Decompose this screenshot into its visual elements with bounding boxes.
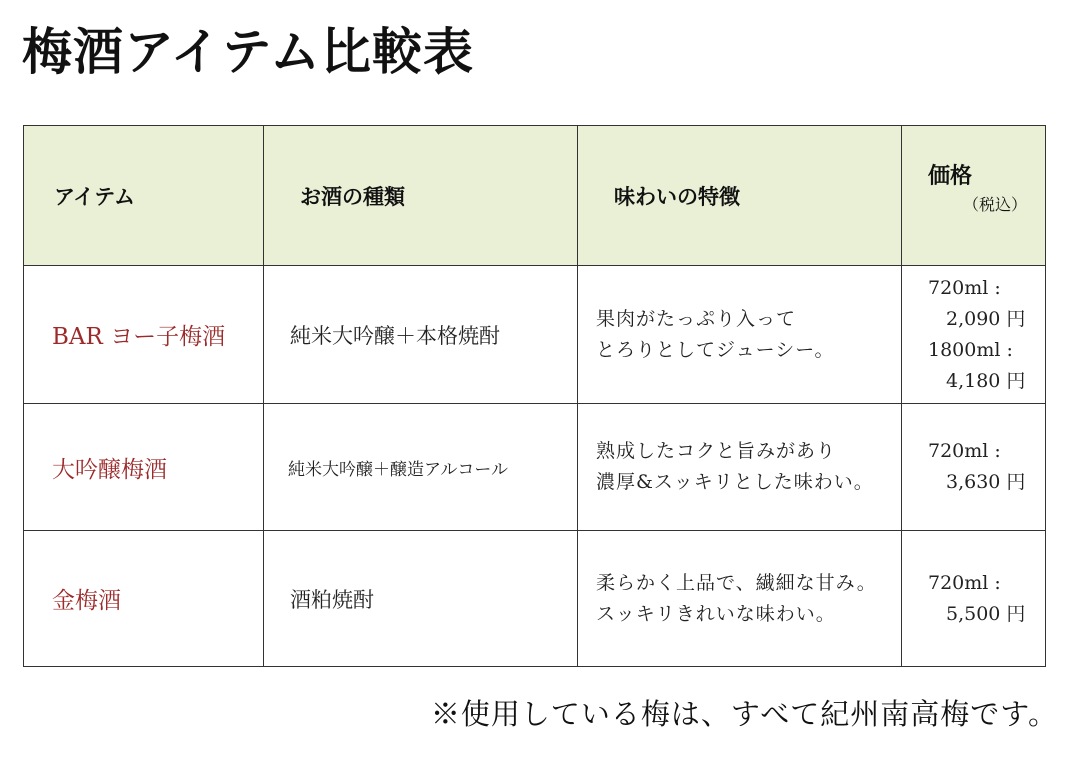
- header-price: [902, 126, 1046, 266]
- price-cell: [902, 404, 1046, 531]
- item-name: BAR ヨー子梅酒: [24, 266, 264, 404]
- price-amount: 4,180 円: [946, 369, 1026, 392]
- item-name: 金梅酒: [24, 531, 264, 667]
- page-title: 梅酒アイテム比較表: [22, 22, 474, 81]
- item-name: 大吟醸梅酒: [24, 404, 264, 531]
- taste-description: [578, 404, 902, 531]
- price-amount: 2,090 円: [946, 307, 1026, 330]
- price-amount: 3,630 円: [946, 471, 1026, 493]
- taste-line: 柔らかく上品で、繊細な甘み。: [596, 571, 877, 594]
- taste-line: 果肉がたっぷり入って: [596, 307, 797, 330]
- footnote: ※使用している梅は、すべて紀州南高梅です。: [430, 697, 1058, 731]
- header-taste: 味わいの特徴: [578, 126, 902, 266]
- comparison-table: [23, 125, 1046, 667]
- header-type: お酒の種類: [264, 126, 578, 266]
- price-volume: 720ml :: [928, 571, 1001, 594]
- price-amount: 5,500 円: [946, 602, 1026, 625]
- taste-description: [578, 266, 902, 404]
- taste-line: 熟成したコクと旨みがあり: [596, 440, 837, 462]
- header-item: アイテム: [24, 126, 264, 266]
- header-price-label: 価格: [928, 162, 973, 189]
- taste-line: とろりとしてジューシー。: [596, 338, 835, 361]
- header-price-tax-note: （税込）: [962, 194, 1027, 214]
- table-row: [24, 404, 1046, 531]
- taste-description: [578, 531, 902, 667]
- taste-line: スッキリきれいな味わい。: [596, 602, 836, 625]
- price-cell: [902, 266, 1046, 404]
- taste-line: 濃厚&スッキリとした味わい。: [596, 471, 874, 493]
- price-volume: 720ml :: [928, 440, 1001, 462]
- table-header-row: [24, 126, 1046, 266]
- sake-type: 純米大吟醸＋本格焼酎: [264, 266, 578, 404]
- price-cell: [902, 531, 1046, 667]
- price-volume: 1800ml :: [928, 338, 1013, 361]
- sake-type: 純米大吟醸＋醸造アルコール: [264, 404, 578, 531]
- table-row: [24, 531, 1046, 667]
- table-row: [24, 266, 1046, 404]
- price-volume: 720ml :: [928, 276, 1001, 299]
- sake-type: 酒粕焼酎: [264, 531, 578, 667]
